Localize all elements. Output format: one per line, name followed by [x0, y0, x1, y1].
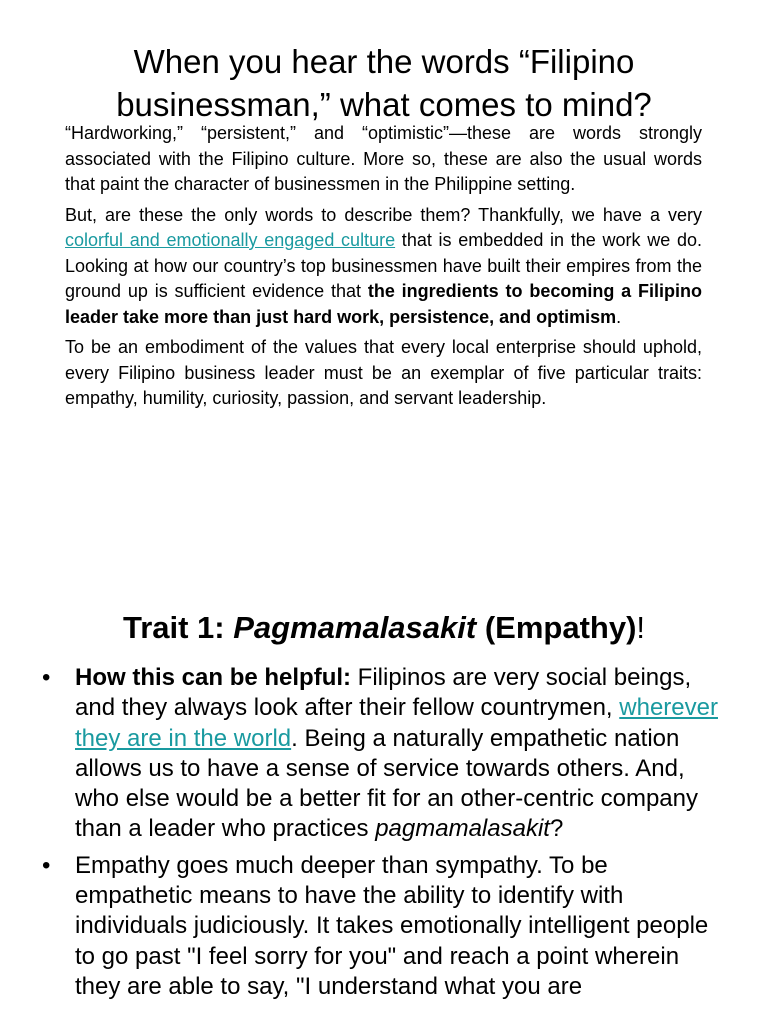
intro-p2-bold-text: the ingredients to becoming a Filipino leader take more than just hard work, persistence, and optimism — [65, 281, 703, 327]
list-item — [40, 663, 730, 845]
intro-section — [65, 121, 702, 417]
bullet-glyph: • — [42, 851, 51, 879]
bullet-1-italic-term: pagmamalasakit — [375, 815, 550, 843]
bullet-glyph: • — [42, 664, 51, 691]
intro-p2-text-middle: that is embedded in the work we do. Looking at how our country’s top businessmen have built their empires from the ground up is sufficient evidence that — [65, 230, 703, 301]
trait-1-heading — [0, 610, 768, 646]
intro-p2-period: . — [616, 306, 622, 327]
intro-paragraph-2 — [65, 203, 702, 331]
world-link[interactable]: wherever they are in the world — [75, 694, 718, 752]
trait-1-exclamation: ! — [636, 610, 646, 645]
trait-1-suffix: (Empathy) — [476, 610, 637, 645]
bullet-2-text: Empathy goes much deeper than sympathy. To be empathetic means to have the ability to identify with individuals judiciously. It takes emotionally intelligent people to go past "I feel sorry for you" and reach a point wherein they are able to say, "I understand what you are — [75, 851, 709, 1000]
intro-p2-text-start: But, are these the only words to describe them? Thankfully, we have a very — [65, 204, 702, 225]
list-item — [40, 851, 730, 1002]
intro-paragraph-1: “Hardworking,” “persistent,” and “optimistic”—these are words strongly associated with the Filipino culture. More so, these are also the usual words that paint the character of businessmen in the Philippine setting. — [65, 123, 702, 194]
bullet-1-text-start: Filipinos are very social beings, and they always look after their fellow countrymen, — [75, 664, 692, 722]
intro-paragraph-3: To be an embodiment of the values that every local enterprise should uphold, every Filipino business leader must be an exemplar of five particular traits: empathy, humility, curiosity, passion, and servant leadership. — [65, 337, 702, 408]
trait-1-prefix: Trait 1: — [122, 610, 234, 645]
bullet-1-question-mark: ? — [549, 815, 564, 843]
page-title: When you hear the words “Filipino businessman,” what comes to mind? — [116, 43, 652, 123]
bullet-1-bold-lead: How this can be helpful: — [75, 664, 352, 691]
trait-1-bullet-list — [40, 663, 730, 1008]
bullet-1-text-middle: . Being a naturally empathetic nation allows us to have a sense of service towards others. And, who else would be a better fit for an other-centric company than a leader who practices — [75, 724, 698, 843]
culture-link[interactable]: colorful and emotionally engaged culture — [65, 230, 396, 250]
trait-1-term: Pagmamalasakit — [233, 610, 477, 645]
